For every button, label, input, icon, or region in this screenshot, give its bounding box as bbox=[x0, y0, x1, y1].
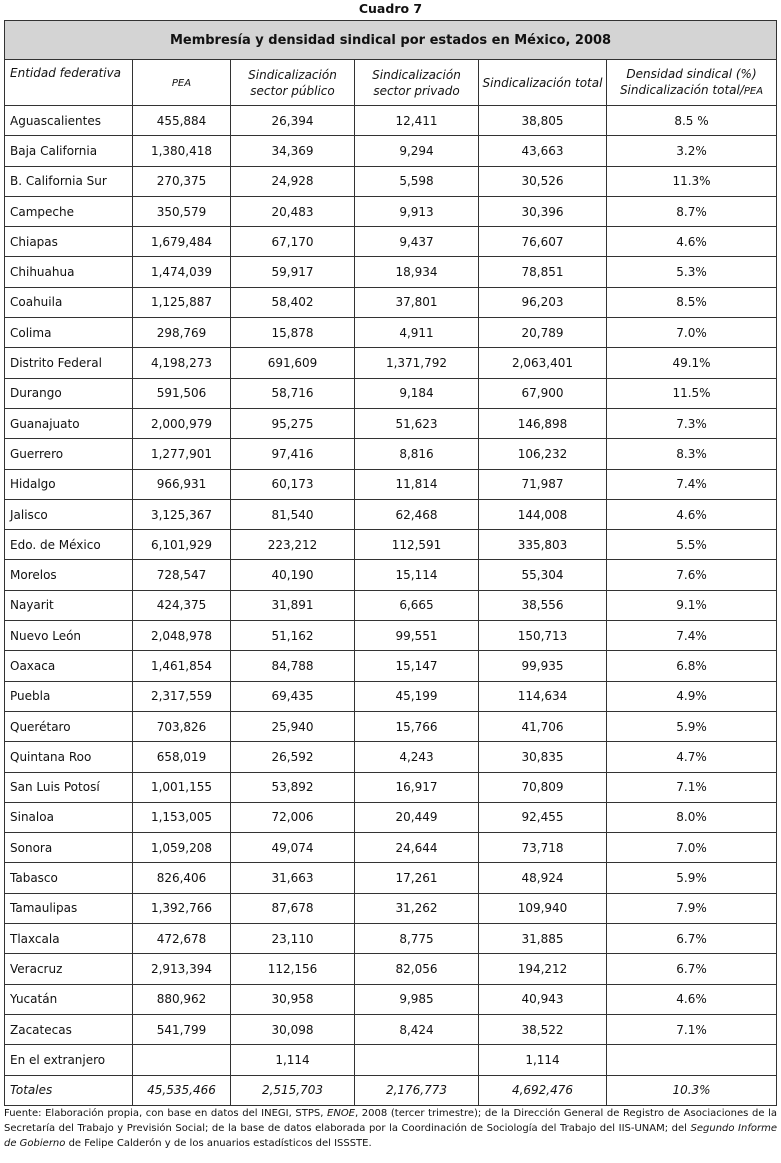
table-title: Membresía y densidad sindical por estados en México, 2008 bbox=[5, 21, 777, 60]
table-row bbox=[5, 106, 777, 136]
cell-sector-privado: 112,591 bbox=[355, 530, 479, 560]
cell-sector-privado: 24,644 bbox=[355, 833, 479, 863]
cell-pea: 298,769 bbox=[133, 318, 231, 348]
cell-sector-privado: 11,814 bbox=[355, 469, 479, 499]
cell-pea: 1,392,766 bbox=[133, 893, 231, 923]
cell-total: 109,940 bbox=[479, 893, 607, 923]
cell-sector-publico: 87,678 bbox=[231, 893, 355, 923]
cell-sector-publico: 23,110 bbox=[231, 924, 355, 954]
table-row bbox=[5, 621, 777, 651]
cell-state: Chiapas bbox=[5, 227, 133, 257]
cell-sector-privado: 31,262 bbox=[355, 893, 479, 923]
cell-sector-publico: 53,892 bbox=[231, 772, 355, 802]
cell-state: Guerrero bbox=[5, 439, 133, 469]
cell-sector-privado: 16,917 bbox=[355, 772, 479, 802]
cell-sector-publico: 34,369 bbox=[231, 136, 355, 166]
cell-state: Baja California bbox=[5, 136, 133, 166]
cell-pea: 270,375 bbox=[133, 166, 231, 196]
union-membership-table bbox=[4, 20, 777, 1106]
header-sector-publico-line1: Sindicalización bbox=[248, 67, 337, 82]
cell-total: 76,607 bbox=[479, 227, 607, 257]
cell-total: 92,455 bbox=[479, 802, 607, 832]
header-sector-privado-line2: sector privado bbox=[373, 83, 460, 98]
table-row bbox=[5, 590, 777, 620]
table-row bbox=[5, 954, 777, 984]
cell-state: Nayarit bbox=[5, 590, 133, 620]
cell-sector-privado: 15,114 bbox=[355, 560, 479, 590]
cell-densidad: 11.5% bbox=[607, 378, 777, 408]
header-pea bbox=[133, 60, 231, 106]
cell-sector-privado: 51,623 bbox=[355, 408, 479, 438]
cell-sector-privado: 8,424 bbox=[355, 1014, 479, 1044]
cell-total: 40,943 bbox=[479, 984, 607, 1014]
table-row bbox=[5, 378, 777, 408]
cell-densidad: 8.0% bbox=[607, 802, 777, 832]
cell-total: 2,063,401 bbox=[479, 348, 607, 378]
cell-total: 55,304 bbox=[479, 560, 607, 590]
cell-pea: 826,406 bbox=[133, 863, 231, 893]
cell-densidad: 7.4% bbox=[607, 621, 777, 651]
cell-densidad: 3.2% bbox=[607, 136, 777, 166]
cell-state: Nuevo León bbox=[5, 621, 133, 651]
table-row bbox=[5, 1045, 777, 1075]
cell-sector-privado: 9,913 bbox=[355, 196, 479, 226]
cell-pea: 880,962 bbox=[133, 984, 231, 1014]
table-row bbox=[5, 651, 777, 681]
cell-total: 150,713 bbox=[479, 621, 607, 651]
cell-total: 38,522 bbox=[479, 1014, 607, 1044]
cell-pea: 541,799 bbox=[133, 1014, 231, 1044]
cell-pea: 2,317,559 bbox=[133, 681, 231, 711]
table-row bbox=[5, 439, 777, 469]
cell-sector-privado bbox=[355, 1045, 479, 1075]
cell-pea: 966,931 bbox=[133, 469, 231, 499]
header-densidad-line1: Densidad sindical (%) bbox=[626, 66, 757, 81]
cell-densidad: 5.9% bbox=[607, 863, 777, 893]
cell-sector-publico: 31,891 bbox=[231, 590, 355, 620]
cell-state: Puebla bbox=[5, 681, 133, 711]
table-row bbox=[5, 166, 777, 196]
cell-sector-privado: 62,468 bbox=[355, 499, 479, 529]
cell-densidad: 8.7% bbox=[607, 196, 777, 226]
cell-sector-privado: 45,199 bbox=[355, 681, 479, 711]
table-row bbox=[5, 469, 777, 499]
table-row bbox=[5, 802, 777, 832]
cell-sector-privado: 9,184 bbox=[355, 378, 479, 408]
table-row bbox=[5, 772, 777, 802]
cell-densidad: 4.9% bbox=[607, 681, 777, 711]
cell-sector-publico: 69,435 bbox=[231, 681, 355, 711]
cell-state: Tlaxcala bbox=[5, 924, 133, 954]
cell-sector-publico: 26,394 bbox=[231, 106, 355, 136]
cell-densidad: 6.7% bbox=[607, 954, 777, 984]
cell-densidad: 7.4% bbox=[607, 469, 777, 499]
cell-total: 146,898 bbox=[479, 408, 607, 438]
table-row bbox=[5, 833, 777, 863]
cell-sector-publico: 25,940 bbox=[231, 711, 355, 741]
cell-pea: 424,375 bbox=[133, 590, 231, 620]
header-densidad bbox=[607, 60, 777, 106]
cell-pea: 728,547 bbox=[133, 560, 231, 590]
cell-state: Tamaulipas bbox=[5, 893, 133, 923]
cell-sector-privado: 4,911 bbox=[355, 318, 479, 348]
cell-pea: 2,048,978 bbox=[133, 621, 231, 651]
cell-sector-publico: 84,788 bbox=[231, 651, 355, 681]
footnote-part-1: Fuente: Elaboración propia, con base en datos del INEGI, STPS, bbox=[4, 1108, 328, 1119]
cell-densidad: 8.5 % bbox=[607, 106, 777, 136]
cell-sector-privado: 8,775 bbox=[355, 924, 479, 954]
cell-sector-privado: 2,176,773 bbox=[355, 1075, 479, 1105]
cell-state: En el extranjero bbox=[5, 1045, 133, 1075]
cell-state: Totales bbox=[5, 1075, 133, 1105]
cell-densidad: 7.1% bbox=[607, 1014, 777, 1044]
cell-densidad: 7.3% bbox=[607, 408, 777, 438]
cell-densidad: 8.5% bbox=[607, 287, 777, 317]
column-header-row bbox=[5, 60, 777, 106]
cell-densidad: 10.3% bbox=[607, 1075, 777, 1105]
cell-sector-publico: 97,416 bbox=[231, 439, 355, 469]
cell-pea: 350,579 bbox=[133, 196, 231, 226]
cell-sector-publico: 67,170 bbox=[231, 227, 355, 257]
cell-state: Guanajuato bbox=[5, 408, 133, 438]
cell-total: 144,008 bbox=[479, 499, 607, 529]
source-footnote bbox=[4, 1106, 777, 1151]
cell-sector-publico: 40,190 bbox=[231, 560, 355, 590]
cell-densidad: 7.1% bbox=[607, 772, 777, 802]
cell-densidad: 7.0% bbox=[607, 833, 777, 863]
cell-state: Querétaro bbox=[5, 711, 133, 741]
cell-total: 71,987 bbox=[479, 469, 607, 499]
cell-total: 20,789 bbox=[479, 318, 607, 348]
cell-densidad: 11.3% bbox=[607, 166, 777, 196]
table-row bbox=[5, 257, 777, 287]
cell-state: Oaxaca bbox=[5, 651, 133, 681]
cell-densidad: 49.1% bbox=[607, 348, 777, 378]
cell-pea: 1,125,887 bbox=[133, 287, 231, 317]
cell-sector-publico: 15,878 bbox=[231, 318, 355, 348]
cell-state: Durango bbox=[5, 378, 133, 408]
cell-state: Zacatecas bbox=[5, 1014, 133, 1044]
cell-sector-publico: 49,074 bbox=[231, 833, 355, 863]
cell-total: 30,835 bbox=[479, 742, 607, 772]
table-row bbox=[5, 196, 777, 226]
cell-densidad: 7.0% bbox=[607, 318, 777, 348]
cell-densidad: 5.9% bbox=[607, 711, 777, 741]
cell-total: 114,634 bbox=[479, 681, 607, 711]
table-row bbox=[5, 408, 777, 438]
header-densidad-pea: PEA bbox=[743, 85, 764, 97]
cell-pea: 6,101,929 bbox=[133, 530, 231, 560]
cell-state: Tabasco bbox=[5, 863, 133, 893]
footnote-informe: Segundo Informe de Gobierno bbox=[4, 1123, 777, 1149]
cell-densidad: 6.7% bbox=[607, 924, 777, 954]
cell-state: Sinaloa bbox=[5, 802, 133, 832]
cell-total: 1,114 bbox=[479, 1045, 607, 1075]
cell-sector-privado: 99,551 bbox=[355, 621, 479, 651]
cell-sector-publico: 24,928 bbox=[231, 166, 355, 196]
table-row bbox=[5, 348, 777, 378]
cell-sector-publico: 95,275 bbox=[231, 408, 355, 438]
table-row bbox=[5, 318, 777, 348]
table-row bbox=[5, 863, 777, 893]
cell-total: 31,885 bbox=[479, 924, 607, 954]
cell-densidad: 7.6% bbox=[607, 560, 777, 590]
cell-pea: 2,913,394 bbox=[133, 954, 231, 984]
cell-sector-privado: 8,816 bbox=[355, 439, 479, 469]
cell-total: 194,212 bbox=[479, 954, 607, 984]
table-row bbox=[5, 499, 777, 529]
cell-total: 30,396 bbox=[479, 196, 607, 226]
cell-total: 41,706 bbox=[479, 711, 607, 741]
cell-state: B. California Sur bbox=[5, 166, 133, 196]
table-row bbox=[5, 227, 777, 257]
cell-sector-publico: 1,114 bbox=[231, 1045, 355, 1075]
footnote-part-2: , 2008 (tercer trimestre); de la Dirección General de Registro de Asociaciones de la Secretaría del Trabajo y Previsión Social; de la base de datos elaborada por la Coordinación de Sociología del Trabajo del IIS-UNAM; del bbox=[4, 1108, 777, 1134]
cell-pea: 455,884 bbox=[133, 106, 231, 136]
cell-state: Jalisco bbox=[5, 499, 133, 529]
cell-sector-publico: 30,098 bbox=[231, 1014, 355, 1044]
cell-sector-privado: 17,261 bbox=[355, 863, 479, 893]
table-row bbox=[5, 711, 777, 741]
cell-sector-privado: 12,411 bbox=[355, 106, 479, 136]
cell-state: Chihuahua bbox=[5, 257, 133, 287]
cell-pea: 45,535,466 bbox=[133, 1075, 231, 1105]
cell-total: 4,692,476 bbox=[479, 1075, 607, 1105]
cell-total: 38,805 bbox=[479, 106, 607, 136]
cell-sector-privado: 6,665 bbox=[355, 590, 479, 620]
cell-pea: 1,277,901 bbox=[133, 439, 231, 469]
table-number-label: Cuadro 7 bbox=[358, 1, 423, 16]
cell-state: Campeche bbox=[5, 196, 133, 226]
cell-pea: 1,679,484 bbox=[133, 227, 231, 257]
cell-densidad: 7.9% bbox=[607, 893, 777, 923]
cell-sector-publico: 30,958 bbox=[231, 984, 355, 1014]
table-row bbox=[5, 681, 777, 711]
cell-total: 73,718 bbox=[479, 833, 607, 863]
cell-sector-privado: 9,437 bbox=[355, 227, 479, 257]
header-densidad-line2: Sindicalización total/ bbox=[619, 82, 744, 97]
cell-pea: 658,019 bbox=[133, 742, 231, 772]
cell-total: 99,935 bbox=[479, 651, 607, 681]
cell-sector-privado: 15,147 bbox=[355, 651, 479, 681]
cell-densidad: 4.7% bbox=[607, 742, 777, 772]
header-sector-privado-line1: Sindicalización bbox=[372, 67, 461, 82]
cell-densidad: 5.5% bbox=[607, 530, 777, 560]
header-entidad: Entidad federativa bbox=[5, 60, 133, 106]
cell-pea: 591,506 bbox=[133, 378, 231, 408]
cell-state: Colima bbox=[5, 318, 133, 348]
cell-sector-publico: 223,212 bbox=[231, 530, 355, 560]
table-row bbox=[5, 893, 777, 923]
cell-sector-privado: 9,294 bbox=[355, 136, 479, 166]
cell-densidad: 9.1% bbox=[607, 590, 777, 620]
cell-pea: 3,125,367 bbox=[133, 499, 231, 529]
cell-densidad: 6.8% bbox=[607, 651, 777, 681]
cell-total: 67,900 bbox=[479, 378, 607, 408]
cell-pea: 1,461,854 bbox=[133, 651, 231, 681]
cell-sector-publico: 20,483 bbox=[231, 196, 355, 226]
cell-sector-publico: 58,402 bbox=[231, 287, 355, 317]
cell-total: 38,556 bbox=[479, 590, 607, 620]
table-body bbox=[5, 106, 777, 1106]
cell-sector-privado: 9,985 bbox=[355, 984, 479, 1014]
cell-pea bbox=[133, 1045, 231, 1075]
cell-pea: 2,000,979 bbox=[133, 408, 231, 438]
table-row bbox=[5, 530, 777, 560]
cell-state: Quintana Roo bbox=[5, 742, 133, 772]
cell-state: Coahuila bbox=[5, 287, 133, 317]
cell-total: 43,663 bbox=[479, 136, 607, 166]
cell-pea: 1,474,039 bbox=[133, 257, 231, 287]
cell-state: Aguascalientes bbox=[5, 106, 133, 136]
cell-state: Sonora bbox=[5, 833, 133, 863]
cell-pea: 1,001,155 bbox=[133, 772, 231, 802]
cell-sector-publico: 51,162 bbox=[231, 621, 355, 651]
cell-sector-publico: 691,609 bbox=[231, 348, 355, 378]
cell-total: 335,803 bbox=[479, 530, 607, 560]
cell-densidad: 4.6% bbox=[607, 499, 777, 529]
totals-row bbox=[5, 1075, 777, 1105]
cell-total: 48,924 bbox=[479, 863, 607, 893]
table-row bbox=[5, 560, 777, 590]
cell-sector-privado: 18,934 bbox=[355, 257, 479, 287]
cell-state: Morelos bbox=[5, 560, 133, 590]
cell-pea: 1,153,005 bbox=[133, 802, 231, 832]
header-pea-label: PEA bbox=[171, 77, 192, 89]
cell-sector-publico: 31,663 bbox=[231, 863, 355, 893]
cell-state: Distrito Federal bbox=[5, 348, 133, 378]
header-sector-publico-line2: sector público bbox=[250, 83, 335, 98]
cell-total: 30,526 bbox=[479, 166, 607, 196]
cell-state: San Luis Potosí bbox=[5, 772, 133, 802]
table-row bbox=[5, 924, 777, 954]
cell-pea: 703,826 bbox=[133, 711, 231, 741]
header-sector-privado bbox=[355, 60, 479, 106]
table-row bbox=[5, 742, 777, 772]
cell-state: Veracruz bbox=[5, 954, 133, 984]
cell-sector-publico: 26,592 bbox=[231, 742, 355, 772]
cell-pea: 4,198,273 bbox=[133, 348, 231, 378]
table-row bbox=[5, 287, 777, 317]
cell-sector-publico: 59,917 bbox=[231, 257, 355, 287]
cell-densidad bbox=[607, 1045, 777, 1075]
cell-sector-privado: 1,371,792 bbox=[355, 348, 479, 378]
cell-sector-publico: 58,716 bbox=[231, 378, 355, 408]
cell-state: Edo. de México bbox=[5, 530, 133, 560]
footnote-part-3: de Felipe Calderón y de los anuarios estadísticos del ISSSTE. bbox=[65, 1138, 372, 1149]
cell-densidad: 8.3% bbox=[607, 439, 777, 469]
table-row bbox=[5, 136, 777, 166]
cell-pea: 1,380,418 bbox=[133, 136, 231, 166]
cell-sector-publico: 81,540 bbox=[231, 499, 355, 529]
cell-sector-publico: 112,156 bbox=[231, 954, 355, 984]
cell-densidad: 4.6% bbox=[607, 984, 777, 1014]
table-row bbox=[5, 984, 777, 1014]
cell-sector-privado: 5,598 bbox=[355, 166, 479, 196]
cell-sector-publico: 60,173 bbox=[231, 469, 355, 499]
cell-total: 70,809 bbox=[479, 772, 607, 802]
table-row bbox=[5, 1014, 777, 1044]
cell-sector-privado: 82,056 bbox=[355, 954, 479, 984]
cell-sector-privado: 15,766 bbox=[355, 711, 479, 741]
cell-sector-privado: 37,801 bbox=[355, 287, 479, 317]
cell-densidad: 4.6% bbox=[607, 227, 777, 257]
cell-total: 106,232 bbox=[479, 439, 607, 469]
footnote-enoe: ENOE bbox=[327, 1108, 356, 1119]
cell-sector-privado: 20,449 bbox=[355, 802, 479, 832]
header-sector-publico bbox=[231, 60, 355, 106]
cell-densidad: 5.3% bbox=[607, 257, 777, 287]
cell-total: 78,851 bbox=[479, 257, 607, 287]
cell-sector-publico: 72,006 bbox=[231, 802, 355, 832]
cell-state: Hidalgo bbox=[5, 469, 133, 499]
cell-sector-publico: 2,515,703 bbox=[231, 1075, 355, 1105]
cell-pea: 472,678 bbox=[133, 924, 231, 954]
header-total: Sindicalización total bbox=[479, 60, 607, 106]
cell-total: 96,203 bbox=[479, 287, 607, 317]
cell-sector-privado: 4,243 bbox=[355, 742, 479, 772]
cell-state: Yucatán bbox=[5, 984, 133, 1014]
cell-pea: 1,059,208 bbox=[133, 833, 231, 863]
